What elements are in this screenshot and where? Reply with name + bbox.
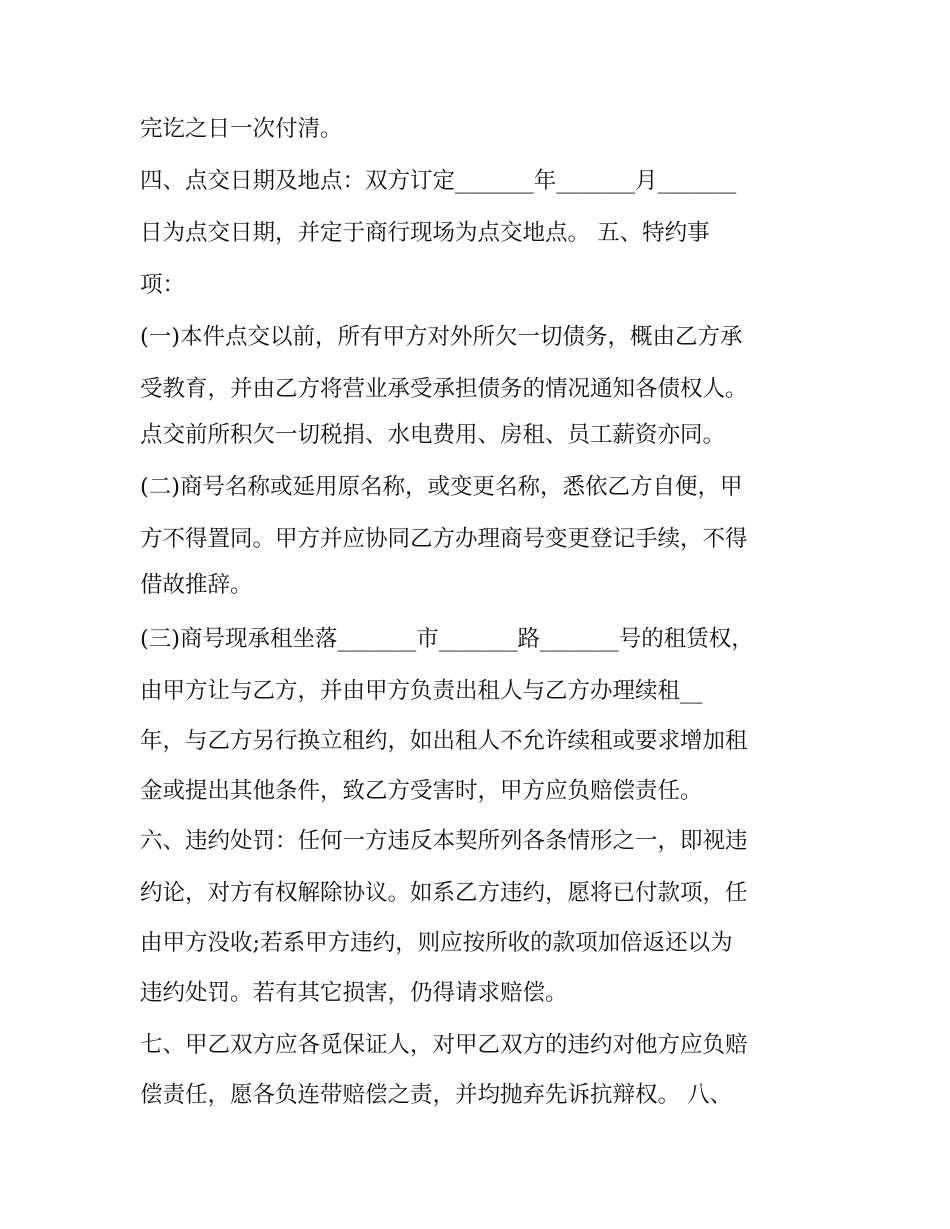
text-line: 日为点交日期，并定于商行现场为点交地点。 五、特约事 xyxy=(140,220,710,246)
text-line: 由甲方让与乙方，并由甲方负责出租人与乙方办理续租__ xyxy=(140,678,703,704)
text-line: (二)商号名称或延用原名称，或变更名称，悉依乙方自便，甲 xyxy=(140,474,743,500)
text-line: (一)本件点交以前，所有甲方对外所欠一切债务，概由乙方承 xyxy=(140,324,743,350)
text-line: 七、甲乙双方应各觅保证人，对甲乙双方的违约对他方应负赔 xyxy=(140,1032,748,1058)
text-line: 借故推辞。 xyxy=(140,572,253,598)
text-line: (三)商号现承租坐落_______市_______路_______号的租赁权， xyxy=(140,626,754,652)
text-line: 偿责任，愿各负连带赔偿之责，并均抛弃先诉抗辩权。 八、 xyxy=(140,1082,733,1108)
text-line: 项： xyxy=(140,272,186,298)
text-line: 由甲方没收;若系甲方违约，则应按所收的款项加倍返还以为 xyxy=(140,930,733,956)
text-line: 年，与乙方另行换立租约，如出租人不允许续租或要求增加租 xyxy=(140,728,748,754)
text-line: 约论，对方有权解除协议。如系乙方违约，愿将已付款项，任 xyxy=(140,880,748,906)
text-line: 四、点交日期及地点：双方订定_______年_______月_______ xyxy=(140,168,737,194)
text-line: 完讫之日一次付清。 xyxy=(140,116,343,142)
text-line: 金或提出其他条件，致乙方受害时，甲方应负赔偿责任。 xyxy=(140,778,703,804)
text-line: 方不得置同。甲方并应协同乙方办理商号变更登记手续，不得 xyxy=(140,526,748,552)
text-line: 点交前所积欠一切税捐、水电费用、房租、员工薪资亦同。 xyxy=(140,422,726,448)
text-line: 六、违约处罚：任何一方违反本契所列各条情形之一，即视违 xyxy=(140,828,748,854)
text-line: 受教育，并由乙方将营业承受承担债务的情况通知各债权人。 xyxy=(140,376,748,402)
text-line: 违约处罚。若有其它损害，仍得请求赔偿。 xyxy=(140,980,568,1006)
